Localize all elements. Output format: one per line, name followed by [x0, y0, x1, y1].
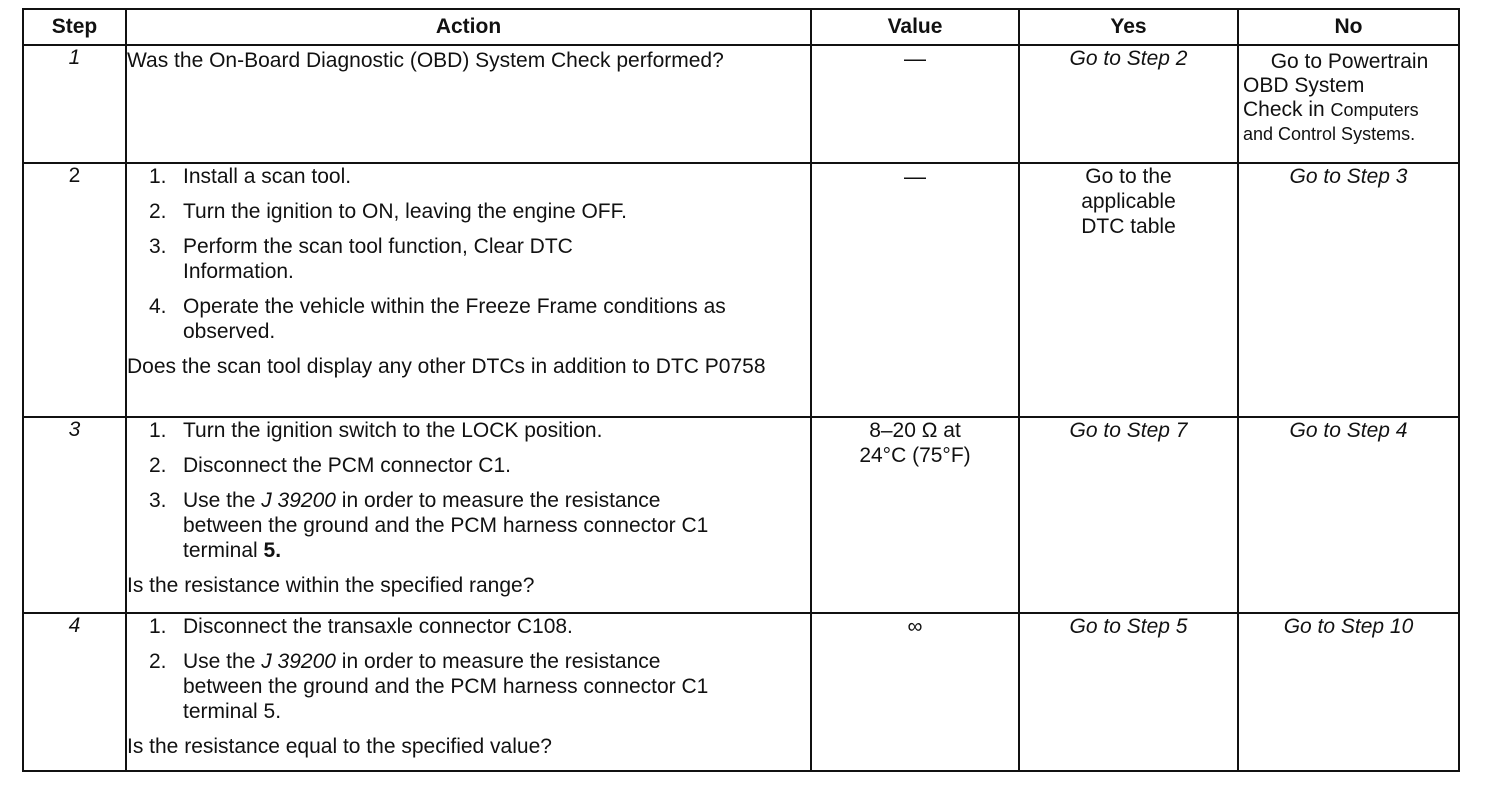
procedure-step-text: Perform the scan tool function, Clear DTC Information. [183, 235, 573, 283]
procedure-step-text: Disconnect the transaxle connector C108. [183, 615, 573, 638]
action-question: Is the resistance within the specified range? [127, 574, 535, 597]
step-number: 3 [23, 417, 126, 613]
procedure-step: 3. Use the J 39200 in order to measure the resistance between the ground and the PCM harness connector C1 terminal 5. [149, 489, 709, 562]
procedure-step: 1. Turn the ignition switch to the LOCK position. [149, 419, 603, 442]
procedure-step-text: Turn the ignition to ON, leaving the engine OFF. [183, 200, 627, 223]
no-line [1243, 98, 1456, 122]
procedure-step-text: Install a scan tool. [183, 165, 352, 188]
tool-name: J 39200 [261, 489, 336, 512]
action-question: Does the scan tool display any other DTCs in addition to DTC P0758 [127, 355, 766, 378]
procedure-step-text: Operate the vehicle within the Freeze Frame conditions as observed. [183, 295, 726, 343]
no-cell [1238, 613, 1459, 771]
value-text: — [904, 164, 926, 189]
yes-cell [1019, 613, 1238, 771]
table-row [23, 45, 1459, 163]
no-line: OBD System [1243, 74, 1365, 97]
value-text: — [904, 46, 926, 71]
header-yes: Yes [1019, 9, 1238, 45]
terminal-number: 5. [263, 539, 282, 562]
value-cell [811, 163, 1019, 417]
header-value: Value [811, 9, 1019, 45]
value-cell [811, 45, 1019, 163]
table-row [23, 613, 1459, 771]
value-text: ∞ [907, 615, 923, 638]
yes-link[interactable]: Go to the applicable DTC table [1081, 165, 1176, 238]
procedure-step: 3. Perform the scan tool function, Clear DTC Information. [149, 235, 573, 283]
value-cell [811, 613, 1019, 771]
header-row [23, 9, 1459, 45]
yes-cell [1019, 45, 1238, 163]
procedure-step: 2. Turn the ignition to ON, leaving the engine OFF. [149, 200, 627, 223]
no-link[interactable]: Go to Step 4 [1289, 419, 1408, 442]
value-cell [811, 417, 1019, 613]
step-number: 4 [23, 613, 126, 771]
step-number: 2 [23, 163, 126, 417]
action-cell [126, 417, 811, 613]
header-step: Step [23, 9, 126, 45]
no-link[interactable]: Go to Step 3 [1289, 165, 1408, 188]
procedure-step-text: Use the [183, 650, 256, 673]
table-row [23, 417, 1459, 613]
no-line: Go to Powertrain [1270, 50, 1429, 73]
procedure-step-text: in order to measure the resistance between the ground and the PCM harness connector C1 terminal 5. [183, 650, 709, 723]
procedure-step-text: Disconnect the PCM connector C1. [183, 454, 511, 477]
no-line-part: Check in [1243, 98, 1325, 121]
no-link[interactable]: Go to Step 10 [1283, 615, 1414, 638]
procedure-step-text: in order to measure the resistance between the ground and the PCM harness connector C1 terminal [183, 489, 709, 562]
action-cell [126, 45, 811, 163]
step-number: 1 [23, 45, 126, 163]
procedure-step: 4. Operate the vehicle within the Freeze Frame conditions as observed. [149, 295, 726, 343]
procedure-step-text: Turn the ignition switch to the LOCK position. [183, 419, 603, 442]
yes-link[interactable]: Go to Step 2 [1069, 47, 1188, 70]
header-action: Action [126, 9, 811, 45]
diagnostic-table [22, 8, 1460, 772]
no-line: and Control Systems. [1243, 124, 1416, 144]
no-line-part: Computers [1330, 100, 1419, 120]
procedure-steps [127, 164, 810, 344]
yes-link[interactable]: Go to Step 5 [1069, 615, 1188, 638]
action-cell [126, 163, 811, 417]
no-cell [1238, 45, 1459, 163]
no-link[interactable] [1243, 50, 1456, 146]
no-cell [1238, 163, 1459, 417]
procedure-step: 1. Disconnect the transaxle connector C108. [149, 615, 573, 638]
procedure-step: 1. Install a scan tool. [149, 165, 352, 188]
no-cell [1238, 417, 1459, 613]
header-no: No [1238, 9, 1459, 45]
procedure-steps [127, 614, 810, 724]
table-row [23, 163, 1459, 417]
value-text: 8–20 Ω at [869, 419, 961, 442]
action-question: Was the On-Board Diagnostic (OBD) System Check performed? [127, 49, 724, 72]
tool-name: J 39200 [261, 650, 336, 673]
value-text: 24°C (75°F) [859, 444, 971, 467]
procedure-step: 2. Use the J 39200 in order to measure the resistance between the ground and the PCM harness connector C1 terminal 5. [149, 650, 709, 723]
procedure-steps [127, 418, 810, 563]
yes-cell [1019, 417, 1238, 613]
yes-link[interactable]: Go to Step 7 [1069, 419, 1188, 442]
procedure-step-text: Use the [183, 489, 256, 512]
action-cell [126, 613, 811, 771]
action-question: Is the resistance equal to the specified value? [127, 735, 552, 758]
procedure-step: 2. Disconnect the PCM connector C1. [149, 454, 511, 477]
yes-cell [1019, 163, 1238, 417]
